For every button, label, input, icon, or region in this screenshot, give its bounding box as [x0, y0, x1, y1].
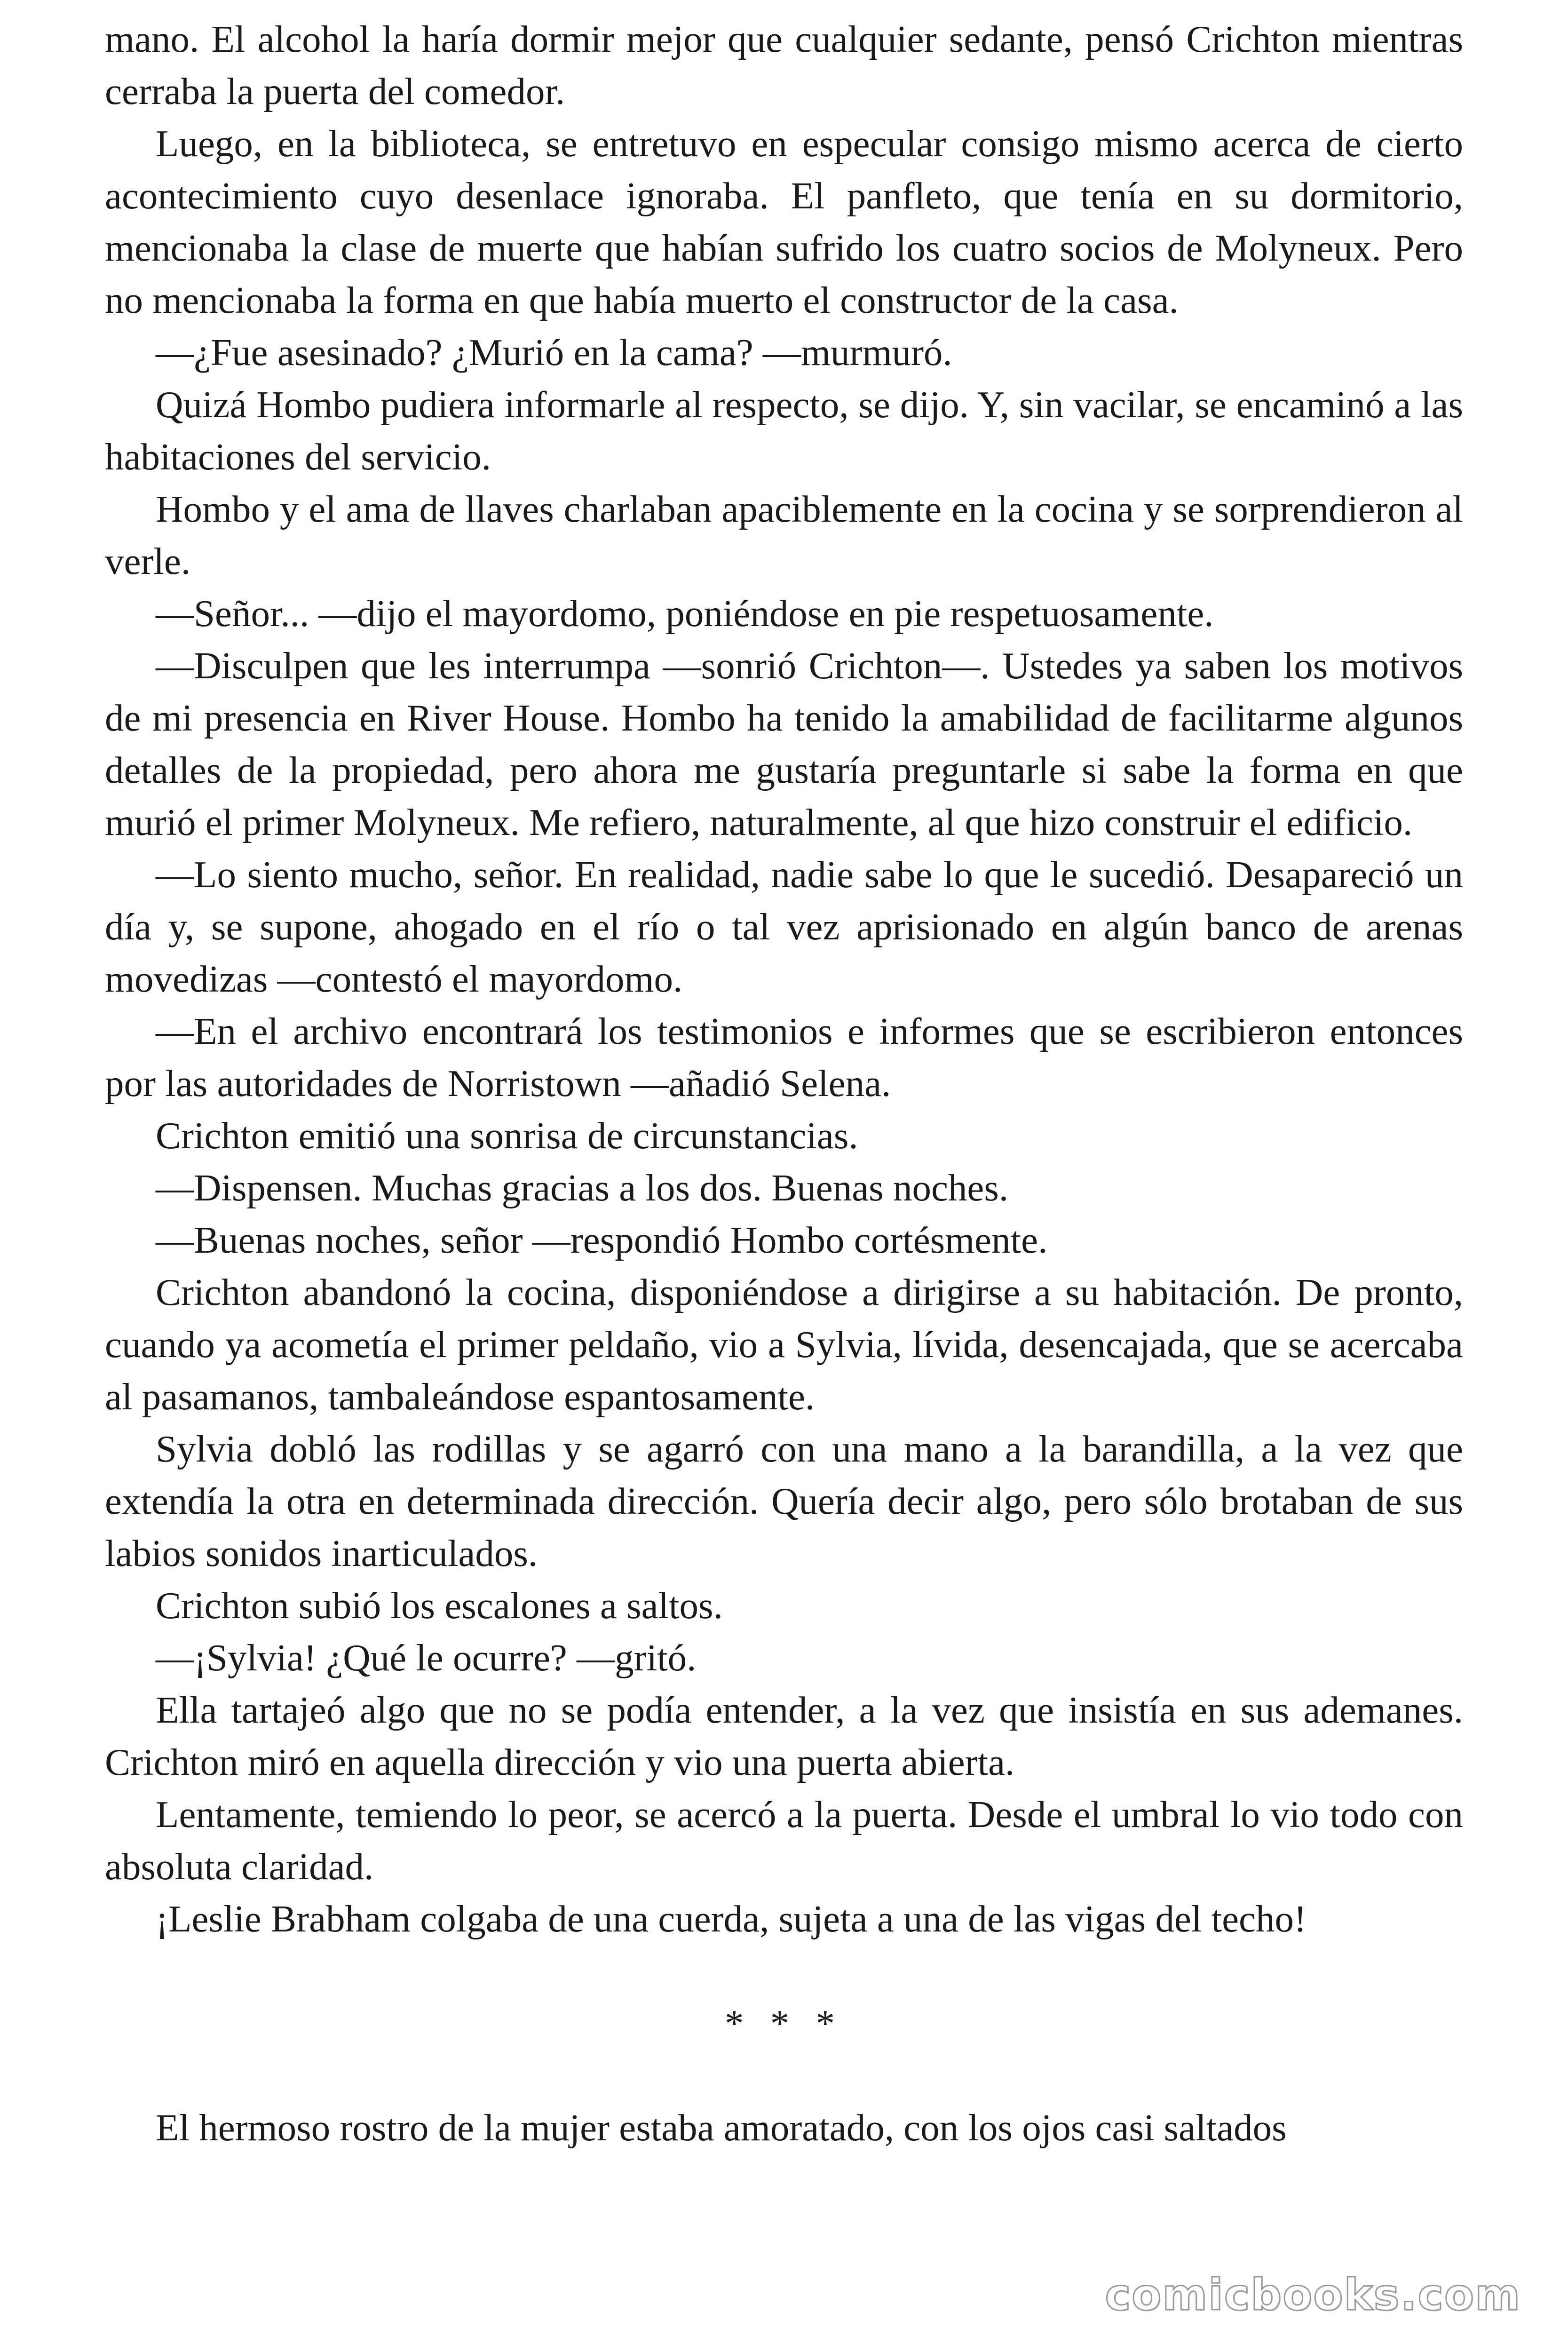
- paragraph: Luego, en la biblioteca, se entretuvo en especular consigo mismo acerca de cierto acontecimiento cuyo desenlace ignoraba. El panfleto, que tenía en su dormitorio, mencionaba la clase de muerte que habían sufrido los cuatro socios de Molyneux. Pero no mencionaba la forma en que había muerto el constructor de la casa.: [105, 122, 1463, 321]
- paragraph: Lentamente, temiendo lo peor, se acercó a la puerta. Desde el umbral lo vio todo con absoluta claridad.: [105, 1793, 1463, 1888]
- paragraph: mano. El alcohol la haría dormir mejor que cualquier sedante, pensó Crichton mientras cerraba la puerta del comedor.: [105, 18, 1463, 112]
- paragraph: —Dispensen. Muchas gracias a los dos. Buenas noches.: [156, 1167, 1009, 1209]
- paragraph: Quizá Hombo pudiera informarle al respecto, se dijo. Y, sin vacilar, se encaminó a las habitaciones del servicio.: [105, 383, 1463, 478]
- paragraph: —Señor... —dijo el mayordomo, poniéndose en pie respetuosamente.: [156, 592, 1214, 635]
- watermark: comicbooks.com: [1105, 2270, 1521, 2320]
- paragraph: ¡Leslie Brabham colgaba de una cuerda, sujeta a una de las vigas del techo!: [156, 1898, 1307, 1940]
- paragraph: Crichton subió los escalones a saltos.: [156, 1584, 723, 1627]
- paragraph: —¡Sylvia! ¿Qué le ocurre? —gritó.: [156, 1637, 697, 1679]
- paragraph: —¿Fue asesinado? ¿Murió en la cama? —murmuró.: [156, 331, 952, 373]
- paragraph: Hombo y el ama de llaves charlaban apaciblemente en la cocina y se sorprendieron al verle.: [105, 488, 1463, 582]
- paragraph: —Buenas noches, señor —respondió Hombo cortésmente.: [156, 1219, 1048, 1261]
- paragraph: —En el archivo encontrará los testimonios e informes que se escribieron entonces por las autoridades de Norristown —añadió Selena.: [105, 1010, 1463, 1104]
- page-body-text: [105, 13, 1463, 2154]
- paragraph: Sylvia dobló las rodillas y se agarró con una mano a la barandilla, a la vez que extendía la otra en determinada dirección. Quería decir algo, pero sólo brotaban de sus labios sonidos inarticulados.: [105, 1428, 1463, 1574]
- section-separator: * * *: [725, 2002, 843, 2044]
- paragraph: Crichton emitió una sonrisa de circunstancias.: [156, 1114, 858, 1157]
- paragraph: El hermoso rostro de la mujer estaba amoratado, con los ojos casi saltados: [156, 2106, 1287, 2149]
- paragraph: —Disculpen que les interrumpa —sonrió Crichton—. Ustedes ya saben los motivos de mi presencia en River House. Hombo ha tenido la amabilidad de facilitarme algunos detalles de la propiedad, pero ahora me gustaría preguntarle si sabe la forma en que murió el primer Molyneux. Me refiero, naturalmente, al que hizo construir el edificio.: [105, 644, 1463, 843]
- paragraph: —Lo siento mucho, señor. En realidad, nadie sabe lo que le sucedió. Desapareció un día y, se supone, ahogado en el río o tal vez aprisionado en algún banco de arenas movedizas —contestó el mayordomo.: [105, 853, 1463, 1000]
- paragraph: Ella tartajeó algo que no se podía entender, a la vez que insistía en sus ademanes. Crichton miró en aquella dirección y vio una puerta abierta.: [105, 1689, 1463, 1783]
- paragraph: Crichton abandonó la cocina, disponiéndose a dirigirse a su habitación. De pronto, cuando ya acometía el primer peldaño, vio a Sylvia, lívida, desencajada, que se acercaba al pasamanos, tambaleándose espantosamente.: [105, 1271, 1463, 1418]
